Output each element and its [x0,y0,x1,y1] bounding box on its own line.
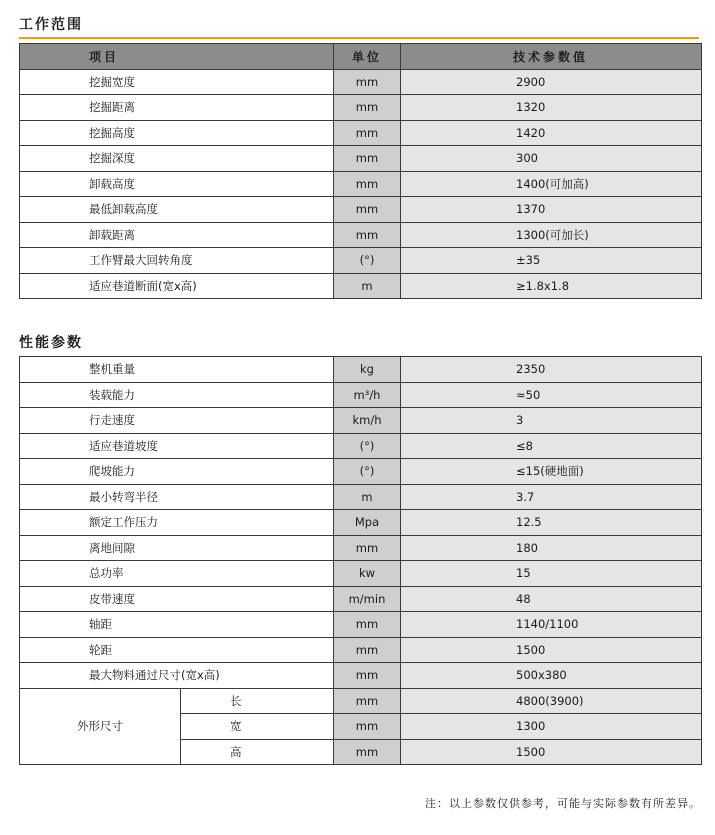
param-name: 挖掘距离 [20,95,334,121]
param-value: 48 [401,586,702,612]
param-value: 2350 [401,357,702,383]
param-unit: mm [334,612,401,638]
dimension-group-label: 外形尺寸 [20,688,181,765]
param-name: 皮带速度 [20,586,334,612]
param-unit: m/min [334,586,401,612]
param-name: 工作臂最大回转角度 [20,248,334,274]
param-value: ≤15(硬地面) [401,459,702,485]
header-item: 项目 [20,44,334,70]
table-row [20,663,702,689]
param-name: 总功率 [20,561,334,587]
param-value: 3 [401,408,702,434]
table-row [20,433,702,459]
param-unit: (°) [334,248,401,274]
section-divider [19,37,699,39]
param-value: 1420 [401,120,702,146]
param-name: 轴距 [20,612,334,638]
param-value: 12.5 [401,510,702,536]
table-row [20,120,702,146]
param-unit: kg [334,357,401,383]
param-name: 卸载高度 [20,171,334,197]
dimension-name: 高 [181,739,334,765]
param-unit: mm [334,714,401,740]
section-title-performance: 性能参数 [19,335,83,351]
table-row [20,197,702,223]
table-row [20,612,702,638]
param-value: ≈50 [401,382,702,408]
param-unit: mm [334,95,401,121]
param-name: 离地间隙 [20,535,334,561]
param-unit: mm [334,69,401,95]
param-name: 适应巷道断面(宽x高) [20,273,334,299]
table-header-row [20,44,702,70]
param-name: 轮距 [20,637,334,663]
table-row [20,459,702,485]
param-unit: m³/h [334,382,401,408]
param-name: 挖掘高度 [20,120,334,146]
param-name: 卸载距离 [20,222,334,248]
table-row [20,95,702,121]
param-name: 最小转弯半径 [20,484,334,510]
param-value: ≤8 [401,433,702,459]
table-row [20,561,702,587]
table-row [20,408,702,434]
param-value: ≥1.8x1.8 [401,273,702,299]
param-value: 1300(可加长) [401,222,702,248]
table-row [20,222,702,248]
param-unit: (°) [334,433,401,459]
dimension-name: 长 [181,688,334,714]
dimension-name: 宽 [181,714,334,740]
param-value: 1400(可加高) [401,171,702,197]
param-name: 装载能力 [20,382,334,408]
table-row [20,484,702,510]
param-name: 爬坡能力 [20,459,334,485]
table-row [20,146,702,172]
param-unit: mm [334,663,401,689]
param-value: 1140/1100 [401,612,702,638]
param-unit: mm [334,120,401,146]
param-name: 额定工作压力 [20,510,334,536]
param-value: 4800(3900) [401,688,702,714]
param-value: 2900 [401,69,702,95]
table-row [20,510,702,536]
param-unit: mm [334,197,401,223]
section-title-work-range: 工作范围 [19,17,83,33]
footnote: 注：以上参数仅供参考，可能与实际参数有所差异。 [425,797,701,810]
param-unit: mm [334,535,401,561]
table-row [20,273,702,299]
param-unit: kw [334,561,401,587]
param-unit: mm [334,146,401,172]
param-unit: mm [334,171,401,197]
param-value: 1300 [401,714,702,740]
table-row [20,69,702,95]
header-unit: 单位 [334,44,401,70]
param-value: 1370 [401,197,702,223]
param-unit: mm [334,222,401,248]
param-value: 500x380 [401,663,702,689]
param-name: 最低卸载高度 [20,197,334,223]
param-name: 整机重量 [20,357,334,383]
table-row [20,637,702,663]
param-value: 300 [401,146,702,172]
table-row [20,382,702,408]
param-value: 1320 [401,95,702,121]
param-unit: mm [334,637,401,663]
table-row [20,688,702,714]
table-row [20,535,702,561]
table-row [20,248,702,274]
param-value: 1500 [401,739,702,765]
param-unit: mm [334,739,401,765]
param-unit: km/h [334,408,401,434]
param-unit: Mpa [334,510,401,536]
param-value: 1500 [401,637,702,663]
param-value: 180 [401,535,702,561]
param-value: 3.7 [401,484,702,510]
param-unit: m [334,484,401,510]
work-range-table [19,43,702,299]
table-row [20,171,702,197]
param-name: 适应巷道坡度 [20,433,334,459]
param-name: 挖掘宽度 [20,69,334,95]
param-value: ±35 [401,248,702,274]
table-row [20,357,702,383]
header-value: 技术参数值 [401,44,702,70]
param-name: 最大物料通过尺寸(宽x高) [20,663,334,689]
param-unit: (°) [334,459,401,485]
param-unit: mm [334,688,401,714]
param-name: 挖掘深度 [20,146,334,172]
param-unit: m [334,273,401,299]
performance-table [19,356,702,765]
param-name: 行走速度 [20,408,334,434]
table-row [20,586,702,612]
param-value: 15 [401,561,702,587]
